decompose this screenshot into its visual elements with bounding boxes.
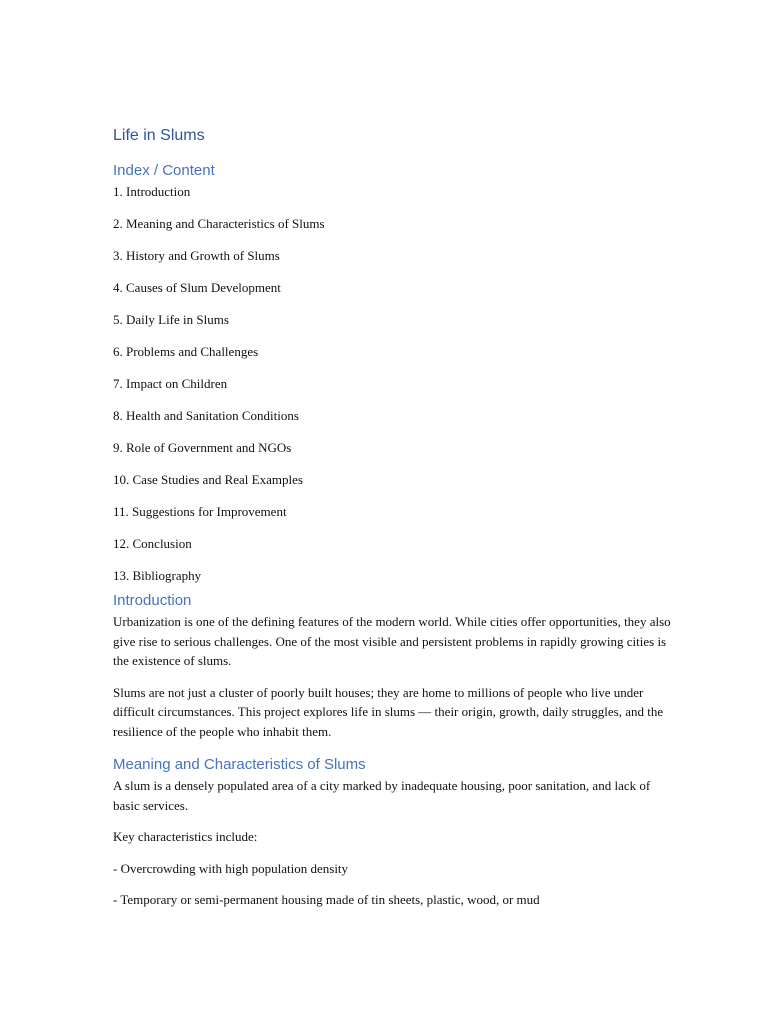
index-item: 7. Impact on Children — [113, 376, 228, 391]
index-list — [113, 182, 673, 588]
index-item: 10. Case Studies and Real Examples — [113, 472, 303, 487]
index-item: 13. Bibliography — [113, 568, 202, 583]
index-item: 12. Conclusion — [113, 536, 192, 551]
document-page — [113, 124, 673, 910]
introduction-paragraph: Slums are not just a cluster of poorly built houses; they are home to millions of people who live under difficult circumstances. This project explores life in slums — their origin, growth, daily struggles, and the resilience of the people who inhabit them. — [113, 684, 664, 739]
characteristic-item: - Temporary or semi-permanent housing made of tin sheets, plastic, wood, or mud — [113, 892, 540, 907]
index-item: 8. Health and Sanitation Conditions — [113, 408, 299, 423]
index-item: 9. Role of Government and NGOs — [113, 440, 292, 455]
index-item: 3. History and Growth of Slums — [113, 248, 280, 263]
introduction-heading: Introduction — [113, 592, 192, 609]
index-item: 6. Problems and Challenges — [113, 344, 259, 359]
meaning-paragraph: Key characteristics include: — [113, 829, 258, 844]
index-item: 2. Meaning and Characteristics of Slums — [113, 216, 325, 231]
document-title: Life in Slums — [113, 127, 205, 144]
index-item: 4. Causes of Slum Development — [113, 280, 281, 295]
meaning-heading: Meaning and Characteristics of Slums — [113, 756, 366, 773]
characteristic-item: - Overcrowding with high population density — [113, 860, 349, 876]
introduction-paragraph: Urbanization is one of the defining features of the modern world. While cities offer opportunities, they also give rise to serious challenges. One of the most visible and persistent problems in rapidly growing cities is the existence of slums. — [113, 614, 671, 668]
index-heading: Index / Content — [113, 162, 215, 179]
index-item: 11. Suggestions for Improvement — [113, 504, 287, 519]
index-item: 1. Introduction — [113, 184, 191, 199]
index-item: 5. Daily Life in Slums — [113, 312, 229, 327]
meaning-paragraph: A slum is a densely populated area of a city marked by inadequate housing, poor sanitation, and lack of basic services. — [113, 778, 651, 813]
